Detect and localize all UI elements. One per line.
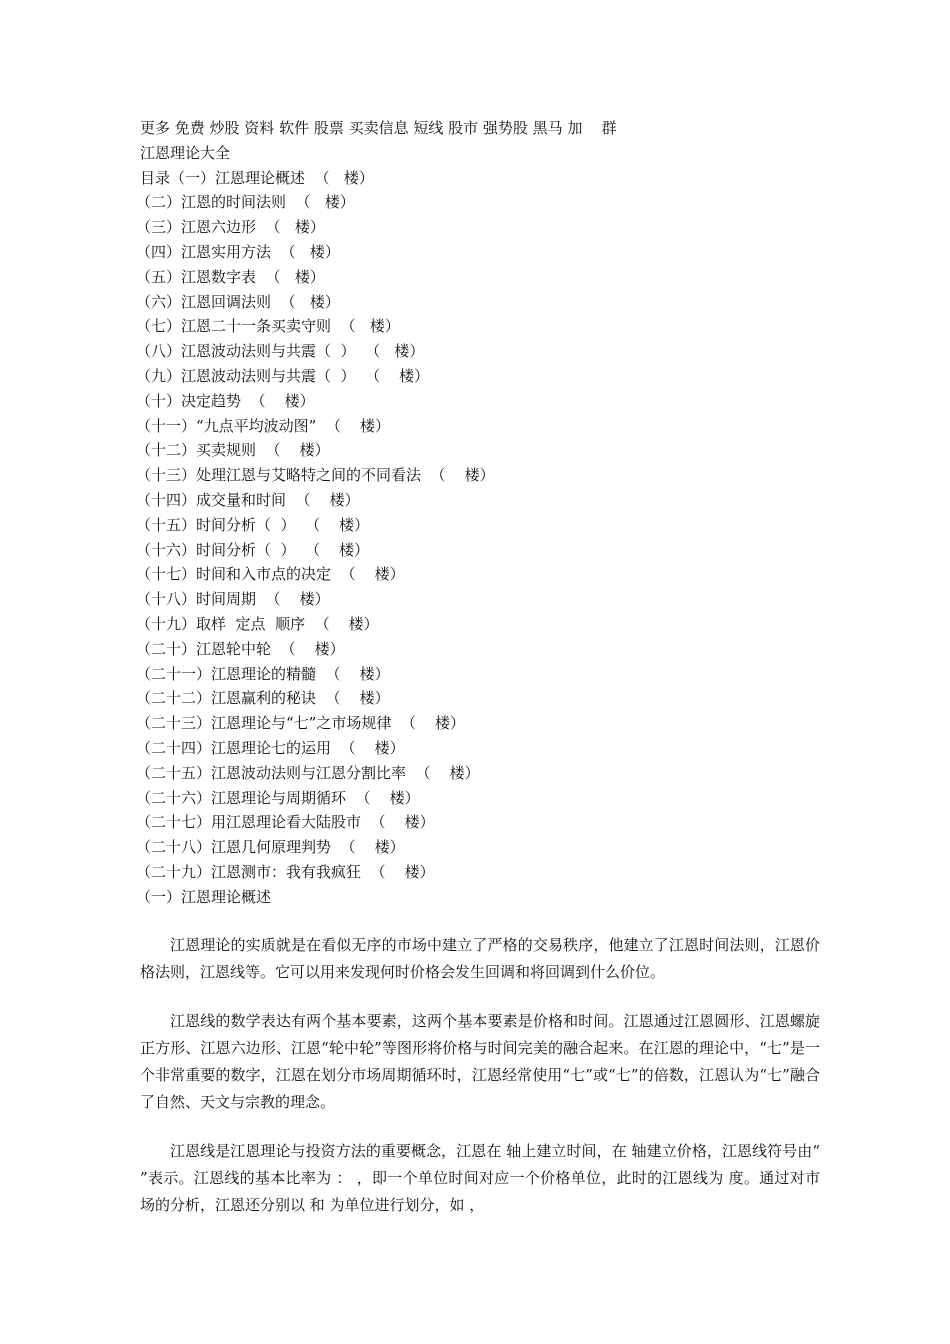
body-paragraph: 江恩线的数学表达有两个基本要素，这两个基本要素是价格和时间。江恩通过江恩圆形、江恩螺旋正方形、江恩六边形、江恩“轮中轮”等图形将价格与时间完美的融合起来。在江恩的理论中，“七”是一个非常重要的数字，江恩在划分市场周期循环时，江恩经常使用“七”或“七”的倍数，江恩认为“七”融合了自然、天文与宗教的理念。	[140, 1011, 820, 1111]
toc-item: （十七）时间和入市点的决定 （ 楼）	[136, 565, 405, 584]
toc-item: （四）江恩实用方法 （ 楼）	[136, 242, 340, 261]
document-page	[136, 116, 820, 1219]
toc-item: （五）江恩数字表 （ 楼）	[136, 267, 325, 286]
toc-item: （六）江恩回调法则 （ 楼）	[136, 292, 340, 311]
toc-item: （二十九）江恩测市：我有我疯狂 （ 楼）	[136, 862, 435, 881]
toc-item: （二十四）江恩理论七的运用 （ 楼）	[136, 738, 405, 757]
toc-item: （十二）买卖规则 （ 楼）	[136, 441, 330, 460]
toc-item: （二十七）用江恩理论看大陆股市 （ 楼）	[136, 813, 435, 832]
toc-item: （七）江恩二十一条买卖守则 （ 楼）	[136, 317, 400, 336]
toc-item: （二十五）江恩波动法则与江恩分割比率 （ 楼）	[136, 763, 480, 782]
toc-item: （十一）“九点平均波动图” （ 楼）	[136, 416, 390, 435]
toc-item: （八）江恩波动法则与共震（ ） （ 楼）	[136, 342, 425, 361]
toc-item: （十五）时间分析（ ） （ 楼）	[136, 515, 370, 534]
toc-item: （二十一）江恩理论的精髓 （ 楼）	[136, 664, 390, 683]
toc-item: （二十三）江恩理论与“七”之市场规律 （ 楼）	[136, 714, 465, 733]
toc-item: （十八）时间周期 （ 楼）	[136, 590, 330, 609]
body-paragraph: 江恩线是江恩理论与投资方法的重要概念，江恩在 轴上建立时间，在 轴建立价格，江恩线符号由“ ”表示。江恩线的基本比率为 ： ，即一个单位时间对应一个价格单位，此时的江恩线为 度。通过对市场的分析，江恩还分别以 和 为单位进行划分，如 ，	[140, 1141, 820, 1214]
toc-item: （二十）江恩轮中轮 （ 楼）	[136, 639, 345, 658]
header-line: 更多 免费 炒股 资料 软件 股票 买卖信息 短线 股市 强势股 黑马 加 群	[140, 119, 617, 137]
toc-item: （二十八）江恩几何原理判势 （ 楼）	[136, 838, 405, 857]
toc-first-entry: 目录（一）江恩理论概述 （ 楼）	[140, 168, 374, 187]
document-title: 江恩理论大全	[140, 143, 231, 162]
toc-item: （十四）成交量和时间 （ 楼）	[136, 490, 360, 509]
section-title: （一）江恩理论概述	[136, 887, 272, 906]
toc-item: （十九）取样 定点 顺序 （ 楼）	[136, 614, 379, 633]
body-paragraph: 江恩理论的实质就是在看似无序的市场中建立了严格的交易秩序，他建立了江恩时间法则，江恩价格法则，江恩线等。它可以用来发现何时价格会发生回调和将回调到什么价位。	[140, 935, 820, 981]
toc-item: （十）决定趋势 （ 楼）	[136, 391, 315, 410]
toc-item: （十六）时间分析（ ） （ 楼）	[136, 540, 370, 559]
toc-item: （二十六）江恩理论与周期循环 （ 楼）	[136, 788, 420, 807]
toc-item: （三）江恩六边形 （ 楼）	[136, 218, 325, 237]
toc-item: （二）江恩的时间法则 （ 楼）	[136, 193, 355, 212]
toc-item: （十三）处理江恩与艾略特之间的不同看法 （ 楼）	[136, 466, 495, 485]
table-of-contents	[136, 190, 820, 884]
toc-item: （九）江恩波动法则与共震（ ） （ 楼）	[136, 366, 430, 385]
toc-item: （二十二）江恩赢利的秘诀 （ 楼）	[136, 689, 390, 708]
